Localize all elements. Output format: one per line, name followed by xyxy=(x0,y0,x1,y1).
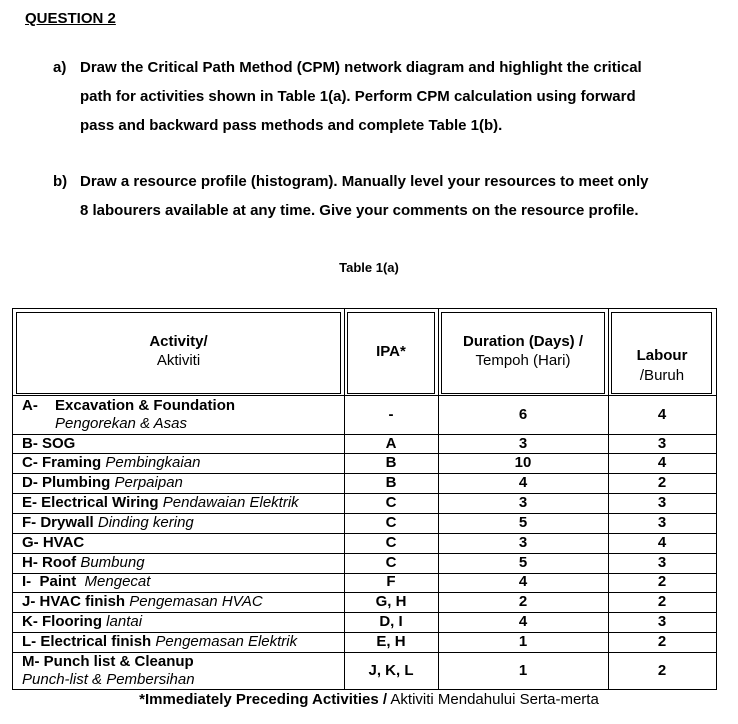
question-a-line-2: path for activities shown in Table 1(a). Perform CPM calculation using forward xyxy=(80,88,636,105)
row-h-ipa: C xyxy=(385,554,397,571)
row-a-activity-ms: Pengorekan & Asas xyxy=(55,415,188,432)
row-i-duration: 4 xyxy=(518,573,528,590)
row-d-labour: 2 xyxy=(657,474,667,491)
row-j-ipa: G, H xyxy=(375,593,407,610)
row-g-labour: 4 xyxy=(657,534,667,551)
page-title: QUESTION 2 xyxy=(25,10,116,27)
row-l-duration: 1 xyxy=(518,633,528,650)
row-f-activity: F- Drywall Dinding kering xyxy=(22,514,194,531)
header-labour-en: Labour xyxy=(636,347,688,364)
header-duration-ms: Tempoh (Hari) xyxy=(475,352,571,369)
header-activity-ms: Aktiviti xyxy=(156,352,201,369)
row-k-ipa: D, I xyxy=(379,613,403,630)
row-f-labour: 3 xyxy=(657,514,667,531)
row-e-duration: 3 xyxy=(518,494,528,511)
row-b-labour: 3 xyxy=(657,435,667,452)
row-g-ipa: C xyxy=(385,534,397,551)
row-e-activity: E- Electrical Wiring Pendawaian Elektrik xyxy=(22,494,299,511)
question-b-line-2: 8 labourers available at any time. Give your comments on the resource profile. xyxy=(80,202,639,219)
row-b-activity: B- SOG xyxy=(22,435,76,452)
row-a-ipa: - xyxy=(388,406,394,423)
row-e-labour: 3 xyxy=(657,494,667,511)
row-b-ipa: A xyxy=(385,435,397,452)
row-a-labour: 4 xyxy=(657,406,667,423)
row-f-duration: 5 xyxy=(518,514,528,531)
header-divider xyxy=(13,395,716,396)
header-ipa: IPA* xyxy=(376,343,406,360)
row-c-activity: C- Framing Pembingkaian xyxy=(22,454,201,471)
row-k-duration: 4 xyxy=(518,613,528,630)
header-labour-ms: /Buruh xyxy=(639,367,685,384)
row-a-duration: 6 xyxy=(518,406,528,423)
row-l-ipa: E, H xyxy=(376,633,406,650)
row-i-activity: I- Paint Mengecat xyxy=(22,573,151,590)
row-d-activity: D- Plumbing Perpaipan xyxy=(22,474,183,491)
row-k-labour: 3 xyxy=(657,613,667,630)
row-e-ipa: C xyxy=(385,494,397,511)
activity-table xyxy=(12,308,717,690)
row-l-activity: L- Electrical finish Pengemasan Elektrik xyxy=(22,633,298,650)
row-m-labour: 2 xyxy=(657,662,667,679)
row-c-duration: 10 xyxy=(514,454,532,471)
row-d-ipa: B xyxy=(385,474,397,491)
question-a-line-3: pass and backward pass methods and complete Table 1(b). xyxy=(80,117,503,134)
row-g-duration: 3 xyxy=(518,534,528,551)
row-j-labour: 2 xyxy=(657,593,667,610)
row-g-activity: G- HVAC xyxy=(22,534,85,551)
row-h-duration: 5 xyxy=(518,554,528,571)
row-a-activity-en: Excavation & Foundation xyxy=(55,397,236,414)
question-a-line-1: Draw the Critical Path Method (CPM) network diagram and highlight the critical xyxy=(80,59,642,76)
row-f-ipa: C xyxy=(385,514,397,531)
table-caption: Table 1(a) xyxy=(339,260,399,275)
row-j-activity: J- HVAC finish Pengemasan HVAC xyxy=(22,593,263,610)
row-m-activity-ms: Punch-list & Pembersihan xyxy=(22,671,195,688)
row-h-labour: 3 xyxy=(657,554,667,571)
row-l-labour: 2 xyxy=(657,633,667,650)
row-c-ipa: B xyxy=(385,454,397,471)
footnote: *Immediately Preceding Activities / Aktiviti Mendahului Serta-merta xyxy=(139,691,599,708)
row-i-labour: 2 xyxy=(657,573,667,590)
row-k-activity: K- Flooring lantai xyxy=(22,613,143,630)
row-m-duration: 1 xyxy=(518,662,528,679)
row-j-duration: 2 xyxy=(518,593,528,610)
row-c-labour: 4 xyxy=(657,454,667,471)
row-h-activity: H- Roof Bumbung xyxy=(22,554,145,571)
header-activity-en: Activity/ xyxy=(149,333,208,350)
header-duration-en: Duration (Days) / xyxy=(462,333,583,350)
row-i-ipa: F xyxy=(386,573,396,590)
question-b-line-1: Draw a resource profile (histogram). Manually level your resources to meet only xyxy=(80,173,649,190)
question-b-label: b) xyxy=(53,173,68,190)
row-m-activity-en: M- Punch list & Cleanup xyxy=(22,653,194,670)
row-m-ipa: J, K, L xyxy=(368,662,414,679)
row-b-duration: 3 xyxy=(518,435,528,452)
question-a-label: a) xyxy=(53,59,67,76)
row-a-prefix: A- xyxy=(22,397,38,414)
row-d-duration: 4 xyxy=(518,474,528,491)
